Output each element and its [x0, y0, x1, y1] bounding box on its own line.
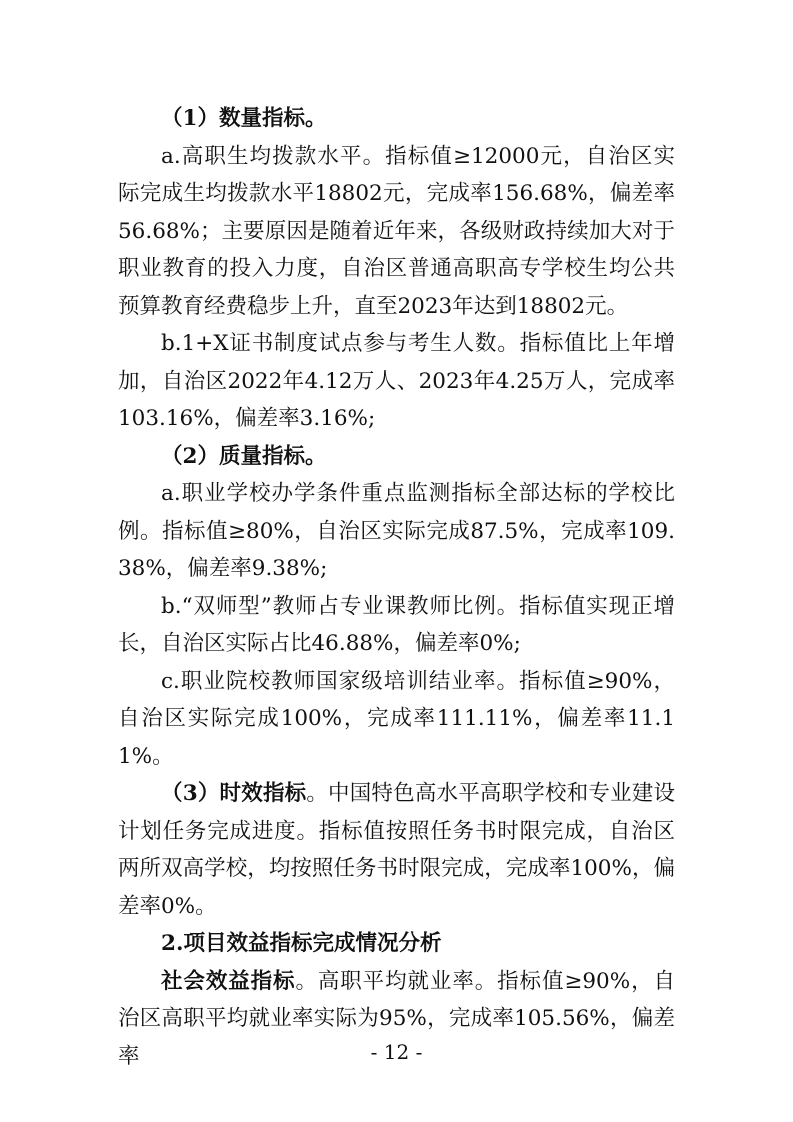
document-body: [118, 100, 675, 1075]
section-heading-quantity: （1）数量指标。: [161, 106, 327, 131]
paragraph-school-conditions: a.职业学校办学条件重点监测指标全部达标的学校比例。指标值≥80%，自治区实际完成87.5%，完成率109.38%，偏差率9.38%;: [118, 481, 675, 581]
page-number: - 12 -: [370, 1040, 423, 1064]
section-heading-benefit: 2.项目效益指标完成情况分析: [161, 931, 442, 956]
section-heading-timeliness: （3）时效指标: [161, 781, 307, 806]
paragraph-timeliness-text: 。中国特色高水平高职学校和专业建设计划任务完成进度。指标值按照任务书时限完成，自治区两所双高学校，均按照任务书时限完成，完成率100%，偏差率0%。: [118, 781, 675, 919]
paragraph-1x-certificate: b.1+X证书制度试点参与考生人数。指标值比上年增加，自治区2022年4.12万人、2023年4.25万人，完成率103.16%，偏差率3.16%;: [118, 331, 675, 431]
paragraph-social-benefit-text: 。高职平均就业率。指标值≥90%，自治区高职平均就业率实际为95%，完成率105.56%，偏差率: [118, 968, 675, 1069]
paragraph-teacher-training: c.职业院校教师国家级培训结业率。指标值≥90%，自治区实际完成100%，完成率111.11%，偏差率11.11%。: [118, 668, 675, 769]
section-heading-quality: （2）质量指标。: [161, 443, 327, 469]
paragraph-dual-teacher: b.“双师型”教师占专业课教师比例。指标值实现正增长，自治区实际占比46.88%，偏差率0%;: [118, 593, 675, 656]
paragraph-timeliness: [118, 775, 675, 925]
section-heading-social-benefit: 社会效益指标: [161, 968, 296, 994]
paragraph-funding-level: a.高职生均拨款水平。指标值≥12000元，自治区实际完成生均拨款水平18802元，完成率156.68%，偏差率56.68%；主要原因是随着近年来，各级财政持续加大对于职业教育的投入力度，自治区普通高职高专学校生均公共预算教育经费稳步上升，直至2023年达到18802元。: [118, 143, 675, 319]
